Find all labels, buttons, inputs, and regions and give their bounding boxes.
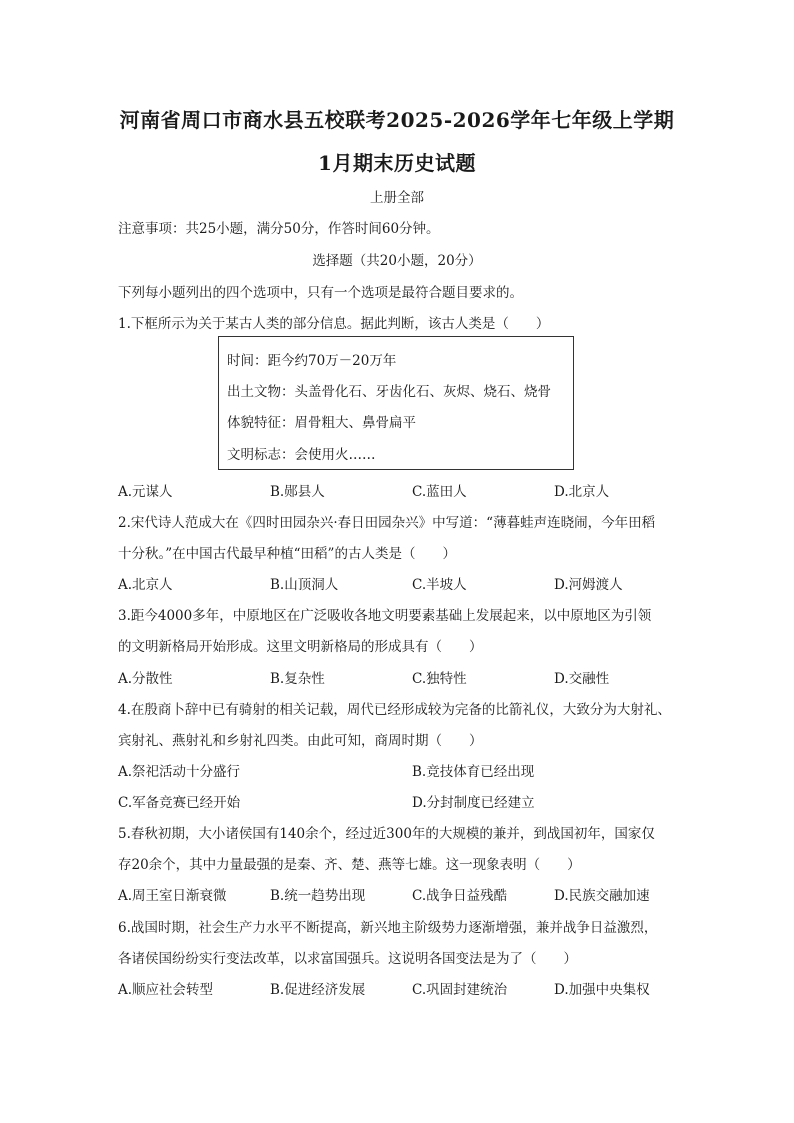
- q4-option-d: D.分封制度已经建立: [412, 795, 535, 811]
- question-1-stem: 1.下框所示为关于某古人类的部分信息。据此判断，该古人类是（ ）: [118, 316, 550, 332]
- exam-scope: 上册全部: [370, 190, 424, 206]
- question-4-stem-line2: 宾射礼、燕射礼和乡射礼四类。由此可知，商周时期（ ）: [118, 733, 483, 749]
- section-heading: 选择题（共20小题，20分）: [312, 253, 482, 269]
- q1-option-b: B.郧县人: [270, 484, 325, 500]
- q6-option-a: A.顺应社会转型: [118, 982, 214, 998]
- question-6-stem-line2: 各诸侯国纷纷实行变法改革，以求富国强兵。这说明各国变法是为了（ ）: [118, 951, 577, 967]
- q6-option-c: C.巩固封建统治: [412, 982, 508, 998]
- q5-option-a: A.周王室日渐衰微: [118, 888, 227, 904]
- q3-option-a: A.分散性: [118, 671, 173, 687]
- q3-option-d: D.交融性: [554, 671, 610, 687]
- section-instruction: 下列每小题列出的四个选项中，只有一个选项是最符合题目要求的。: [118, 285, 523, 301]
- q1-option-d: D.北京人: [554, 484, 610, 500]
- question-1-info-box: [218, 336, 574, 470]
- exam-title-line2: 1月期末历史试题: [318, 151, 476, 175]
- question-6-stem-line1: 6.战国时期，社会生产力水平不断提高，新兴地主阶级势力逐渐增强，兼并战争日益激烈，: [118, 920, 658, 936]
- q4-option-c: C.军备竞赛已经开始: [118, 795, 241, 811]
- q3-option-b: B.复杂性: [270, 671, 325, 687]
- question-5-stem-line2: 存20余个，其中力量最强的是秦、齐、楚、燕等七雄。这一现象表明（ ）: [118, 857, 581, 873]
- q1-option-c: C.蓝田人: [412, 484, 467, 500]
- q5-option-d: D.民族交融加速: [554, 888, 650, 904]
- q2-option-c: C.半坡人: [412, 577, 467, 593]
- info-civilization: 文明标志：会使用火……: [227, 447, 376, 463]
- question-2-stem-line1: 2.宋代诗人范成大在《四时田园杂兴·春日田园杂兴》中写道：“薄暮蛙声连晓闹，今年田稻: [118, 515, 656, 531]
- exam-title-line1: 河南省周口市商水县五校联考2025-2026学年七年级上学期: [119, 108, 675, 132]
- q2-option-b: B.山顶洞人: [270, 577, 339, 593]
- exam-notice: 注意事项：共25小题，满分50分，作答时间60分钟。: [118, 221, 440, 237]
- q5-option-b: B.统一趋势出现: [270, 888, 366, 904]
- question-4-stem-line1: 4.在殷商卜辞中已有骑射的相关记载，周代已经形成较为完备的比箭礼仪，大致分为大射礼、: [118, 702, 671, 718]
- q4-option-b: B.竞技体育已经出现: [412, 764, 535, 780]
- q2-option-a: A.北京人: [118, 577, 173, 593]
- q6-option-d: D.加强中央集权: [554, 982, 650, 998]
- question-5-stem-line1: 5.春秋初期，大小诸侯国有140余个，经过近300年的大规模的兼并，到战国初年，国家仅: [118, 826, 655, 842]
- info-features: 体貌特征：眉骨粗大、鼻骨扁平: [227, 415, 416, 431]
- q3-option-c: C.独特性: [412, 671, 467, 687]
- info-time: 时间：距今约70万－20万年: [227, 353, 397, 369]
- q4-option-a: A.祭祀活动十分盛行: [118, 764, 241, 780]
- info-artifacts: 出土文物：头盖骨化石、牙齿化石、灰烬、烧石、烧骨: [227, 384, 551, 400]
- question-3-stem-line2: 的文明新格局开始形成。这里文明新格局的形成具有（ ）: [118, 639, 483, 655]
- q5-option-c: C.战争日益残酷: [412, 888, 508, 904]
- q6-option-b: B.促进经济发展: [270, 982, 366, 998]
- q2-option-d: D.河姆渡人: [554, 577, 623, 593]
- question-3-stem-line1: 3.距今4000多年，中原地区在广泛吸收各地文明要素基础上发展起来，以中原地区为引领: [118, 608, 652, 624]
- question-2-stem-line2: 十分秋。”在中国古代最早种植“田稻”的古人类是（ ）: [118, 546, 456, 562]
- q1-option-a: A.元谋人: [118, 484, 173, 500]
